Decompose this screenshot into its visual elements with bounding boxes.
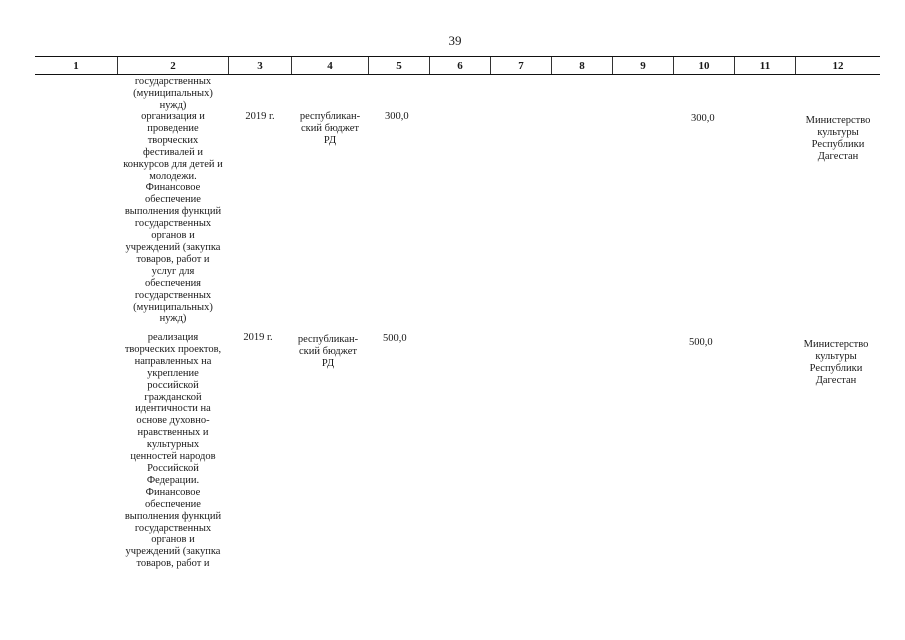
column-number-3: 3	[257, 60, 263, 72]
column-number-7: 7	[518, 60, 524, 72]
column-number-4: 4	[327, 60, 333, 72]
row-description: организация и проведение творческих фестивалей и конкурсов для детей и молодежи. Финансовое обеспечение выполнения функций государственных органов и учреждений (закупка товаров, работ и услуг для обеспечения государственных (муниципальных) нужд)	[123, 111, 223, 325]
column-number-6: 6	[457, 60, 463, 72]
page-number: 39	[448, 33, 462, 48]
column-number-1: 1	[73, 60, 79, 72]
column-number-8: 8	[579, 60, 585, 72]
row-total-amount: 500,0	[383, 333, 407, 344]
column-number-10: 10	[698, 60, 710, 72]
column-number-9: 9	[640, 60, 646, 72]
row-description: реализация творческих проектов, направленных на укрепление российской гражданской идентичности на основе духовно- нравственных и культурных ценностей народов Российской Федерации. Финансовое обеспечение выполнения функций государственных органов и учреждений (закупка товаров, работ и	[124, 332, 222, 570]
column-number-5: 5	[396, 60, 402, 72]
row-amount-col10: 300,0	[691, 113, 715, 124]
row-year: 2019 г.	[243, 332, 273, 343]
header-top-rule	[35, 56, 880, 57]
column-number-2: 2	[170, 60, 176, 72]
row-year: 2019 г.	[245, 111, 275, 122]
row-total-amount: 300,0	[385, 111, 409, 122]
row-executor: Министерство культуры Республики Дагестан	[803, 339, 869, 386]
column-number-12: 12	[832, 60, 844, 72]
row-amount-col10: 500,0	[689, 337, 713, 348]
row-funding-source: республикан- ский бюджет РД	[297, 334, 359, 369]
continued-description: государственных (муниципальных) нужд)	[133, 76, 213, 111]
row-executor: Министерство культуры Республики Дагестан	[805, 115, 871, 162]
column-number-11: 11	[759, 60, 771, 72]
row-funding-source: республикан- ский бюджет РД	[299, 111, 361, 146]
header-bottom-rule	[35, 74, 880, 75]
